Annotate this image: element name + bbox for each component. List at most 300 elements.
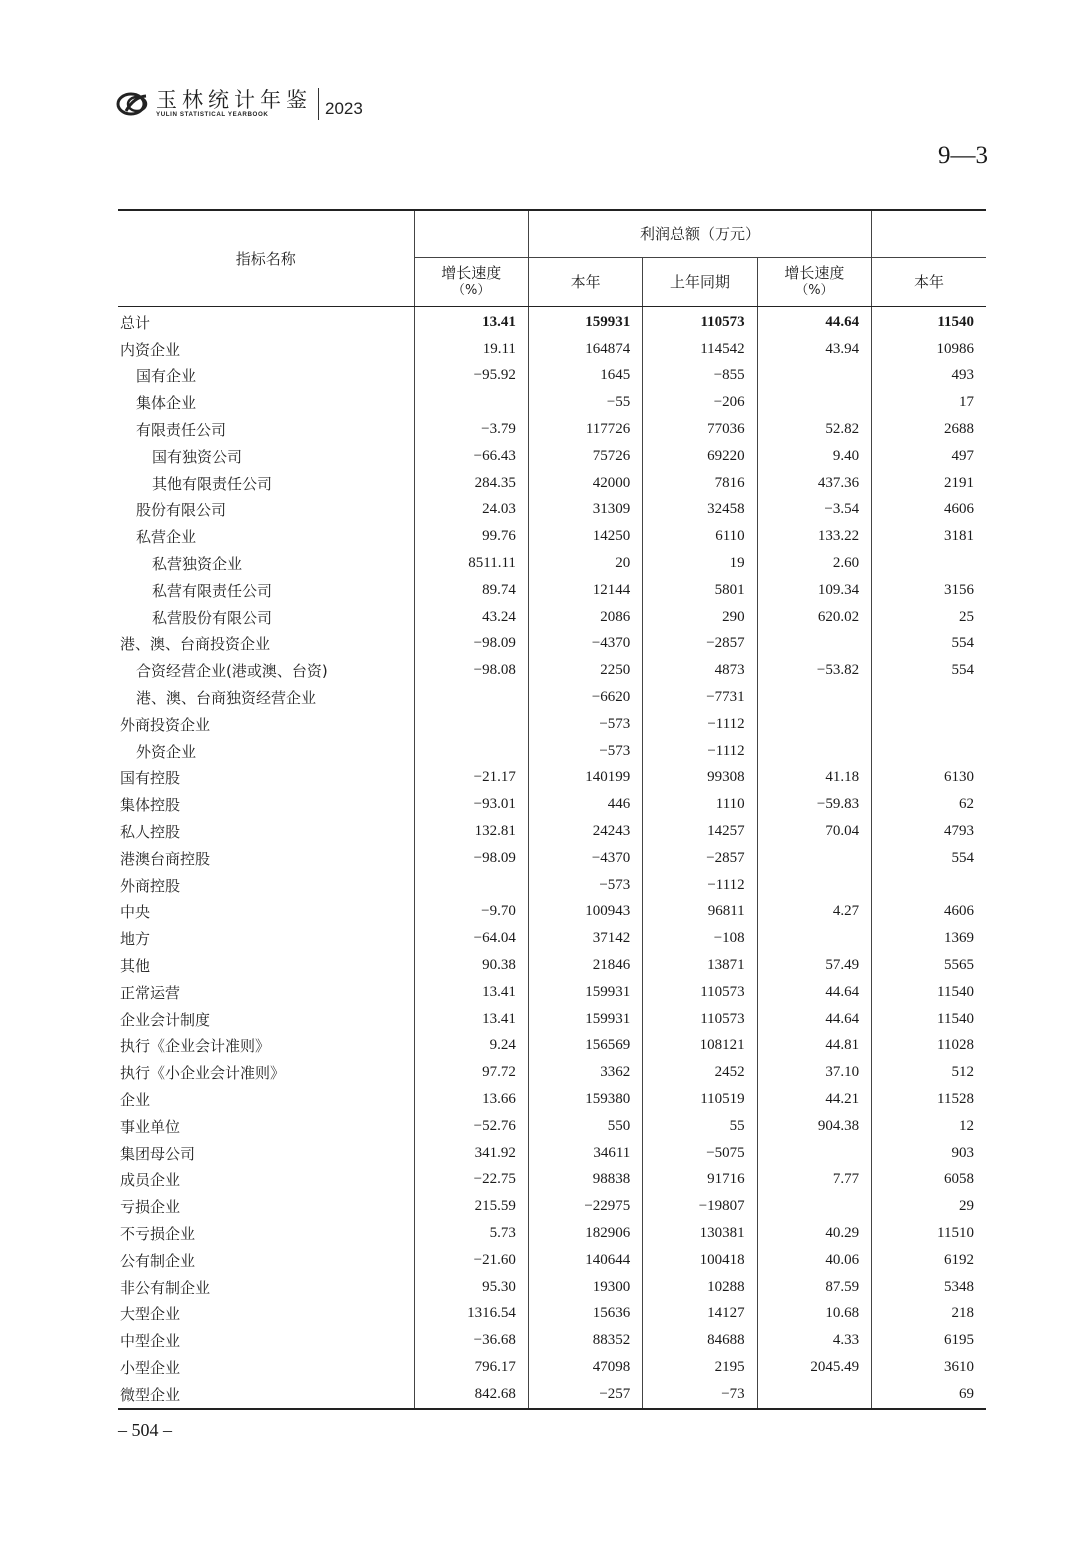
table-cell <box>757 925 871 952</box>
table-cell: 43.94 <box>757 336 871 363</box>
profit-table <box>118 209 986 1410</box>
table-cell: −2857 <box>643 631 757 658</box>
table-cell: −19807 <box>643 1193 757 1220</box>
row-label: 集体企业 <box>136 394 197 413</box>
table-cell: 2452 <box>643 1059 757 1086</box>
table-cell <box>872 711 986 738</box>
table-row <box>118 925 986 952</box>
table-row <box>118 1006 986 1033</box>
table-cell: −3.54 <box>757 497 871 524</box>
table-cell: 620.02 <box>757 604 871 631</box>
table-cell: −21.60 <box>414 1247 528 1274</box>
table-row <box>118 307 986 336</box>
table-cell <box>757 363 871 390</box>
table-cell: 100418 <box>643 1247 757 1274</box>
table-cell: 1316.54 <box>414 1300 528 1327</box>
table-cell: −55 <box>528 389 642 416</box>
table-cell: −1112 <box>643 872 757 899</box>
table-cell: 133.22 <box>757 523 871 550</box>
column-header <box>643 258 757 307</box>
table-cell: 341.92 <box>414 1140 528 1167</box>
table-cell: −1112 <box>643 738 757 765</box>
table-cell: 4606 <box>872 497 986 524</box>
table-cell: −22.75 <box>414 1167 528 1194</box>
table-cell: 110573 <box>643 979 757 1006</box>
table-cell: 6110 <box>643 523 757 550</box>
table-cell: 164874 <box>528 336 642 363</box>
table-row <box>118 631 986 658</box>
row-label: 不亏损企业 <box>120 1224 196 1243</box>
table-cell: 4873 <box>643 657 757 684</box>
yearbook-title-en: YULIN STATISTICAL YEARBOOK <box>156 111 269 118</box>
table-cell <box>757 1140 871 1167</box>
column-header-label: 增长速度 <box>441 264 502 282</box>
row-label: 合资经营企业(港或澳、台资) <box>136 662 328 681</box>
table-cell: 2045.49 <box>757 1354 871 1381</box>
table-cell: 2250 <box>528 657 642 684</box>
table-cell: 91716 <box>643 1167 757 1194</box>
table-cell: 20 <box>528 550 642 577</box>
row-label: 企业 <box>120 1091 151 1109</box>
table-cell: 14250 <box>528 523 642 550</box>
table-cell: 4606 <box>872 899 986 926</box>
table-cell: 2191 <box>872 470 986 497</box>
row-label: 其他有限责任公司 <box>152 474 273 493</box>
table-cell: 284.35 <box>414 470 528 497</box>
table-cell: 182906 <box>528 1220 642 1247</box>
table-cell: 13871 <box>643 952 757 979</box>
table-cell: −573 <box>528 872 642 899</box>
table-cell: 13.41 <box>414 979 528 1006</box>
table-cell: 13.41 <box>414 1006 528 1033</box>
table-cell: 14257 <box>643 818 757 845</box>
table-cell: 24243 <box>528 818 642 845</box>
table-cell: 2195 <box>643 1354 757 1381</box>
table-cell: 842.68 <box>414 1381 528 1409</box>
table-cell: 17 <box>872 389 986 416</box>
row-label: 国有企业 <box>136 367 197 386</box>
table-cell: 6058 <box>872 1167 986 1194</box>
group-header-profit: 利润总额（万元） <box>528 210 871 258</box>
table-cell: 70.04 <box>757 818 871 845</box>
table-cell: −98.09 <box>414 631 528 658</box>
table-cell: 437.36 <box>757 470 871 497</box>
row-label: 非公有制企业 <box>120 1278 211 1297</box>
table-cell: 34611 <box>528 1140 642 1167</box>
table-cell: 24.03 <box>414 497 528 524</box>
table-cell: 47098 <box>528 1354 642 1381</box>
row-label: 其他 <box>120 957 151 976</box>
table-row <box>118 604 986 631</box>
table-row <box>118 711 986 738</box>
table-cell: 100943 <box>528 899 642 926</box>
table-cell: 13.41 <box>414 307 528 336</box>
table-cell: −59.83 <box>757 791 871 818</box>
table-cell <box>414 738 528 765</box>
yearbook-logo-icon <box>116 91 152 117</box>
yearbook-title-cn: 玉林统计年鉴 <box>156 88 312 112</box>
table-cell: 52.82 <box>757 416 871 443</box>
table-cell: 99.76 <box>414 523 528 550</box>
table-cell: 88352 <box>528 1327 642 1354</box>
table-cell: 11528 <box>872 1086 986 1113</box>
table-cell: 4.27 <box>757 899 871 926</box>
row-label: 股份有限公司 <box>136 501 227 520</box>
row-label: 港、澳、台商投资企业 <box>120 635 271 654</box>
table-row <box>118 979 986 1006</box>
table-cell: 98838 <box>528 1167 642 1194</box>
table-row <box>118 1193 986 1220</box>
table-cell: 11540 <box>872 1006 986 1033</box>
table-cell: 2.60 <box>757 550 871 577</box>
table-cell: 446 <box>528 791 642 818</box>
table-cell: 903 <box>872 1140 986 1167</box>
table-cell: 554 <box>872 657 986 684</box>
table-cell: 96811 <box>643 899 757 926</box>
row-label: 事业单位 <box>120 1117 181 1136</box>
row-label: 外商控股 <box>120 876 181 895</box>
table-cell: −573 <box>528 711 642 738</box>
table-cell: −855 <box>643 363 757 390</box>
row-label: 执行《小企业会计准则》 <box>120 1064 286 1083</box>
row-label: 地方 <box>120 930 151 949</box>
table-row <box>118 497 986 524</box>
table-cell: 55 <box>643 1113 757 1140</box>
table-cell <box>872 550 986 577</box>
table-cell: −7731 <box>643 684 757 711</box>
table-cell: 159931 <box>528 307 642 336</box>
table-cell: 554 <box>872 845 986 872</box>
table-cell: 12144 <box>528 577 642 604</box>
table-cell: −52.76 <box>414 1113 528 1140</box>
table-cell: 19 <box>643 550 757 577</box>
table-row <box>118 416 986 443</box>
table-cell: 37142 <box>528 925 642 952</box>
table-cell: 6195 <box>872 1327 986 1354</box>
table-cell <box>757 389 871 416</box>
row-label: 总计 <box>120 313 151 332</box>
table-cell: −108 <box>643 925 757 952</box>
table-cell: 77036 <box>643 416 757 443</box>
row-label: 外商投资企业 <box>120 715 211 734</box>
column-header-label: 本年 <box>570 273 601 291</box>
table-cell: 37.10 <box>757 1059 871 1086</box>
table-cell <box>872 872 986 899</box>
table-cell: −66.43 <box>414 443 528 470</box>
row-label: 中央 <box>120 903 151 922</box>
table-cell: 3362 <box>528 1059 642 1086</box>
table-cell: −573 <box>528 738 642 765</box>
table-cell: 1110 <box>643 791 757 818</box>
table-cell: 215.59 <box>414 1193 528 1220</box>
yearbook-year: 2023 <box>325 99 363 118</box>
table-cell: 290 <box>643 604 757 631</box>
table-cell: 159931 <box>528 1006 642 1033</box>
table-row <box>118 818 986 845</box>
table-cell: 1369 <box>872 925 986 952</box>
table-cell: 114542 <box>643 336 757 363</box>
table-cell: 6130 <box>872 765 986 792</box>
table-cell: −6620 <box>528 684 642 711</box>
table-row <box>118 1220 986 1247</box>
row-label: 港澳台商控股 <box>120 849 211 868</box>
table-row <box>118 389 986 416</box>
table-cell: 5348 <box>872 1274 986 1301</box>
table-cell: 29 <box>872 1193 986 1220</box>
table-cell: −257 <box>528 1381 642 1409</box>
table-cell: 5801 <box>643 577 757 604</box>
table-row <box>118 952 986 979</box>
table-row <box>118 1086 986 1113</box>
table-cell: 25 <box>872 604 986 631</box>
table-cell: 140644 <box>528 1247 642 1274</box>
column-header <box>528 258 642 307</box>
table-row <box>118 363 986 390</box>
table-cell: 90.38 <box>414 952 528 979</box>
table-cell: 42000 <box>528 470 642 497</box>
table-cell: 89.74 <box>414 577 528 604</box>
row-label: 中型企业 <box>120 1332 181 1351</box>
table-cell: −206 <box>643 389 757 416</box>
table-cell: 512 <box>872 1059 986 1086</box>
table-cell: 7816 <box>643 470 757 497</box>
table-cell: 2688 <box>872 416 986 443</box>
table-cell: 8511.11 <box>414 550 528 577</box>
table-cell <box>414 684 528 711</box>
table-cell: 159931 <box>528 979 642 1006</box>
table-cell: 15636 <box>528 1300 642 1327</box>
table-cell: 57.49 <box>757 952 871 979</box>
table-cell: 13.66 <box>414 1086 528 1113</box>
yearbook-header <box>116 86 363 122</box>
table-number: 9—3 <box>938 142 988 169</box>
row-label: 成员企业 <box>120 1171 181 1190</box>
table-row <box>118 523 986 550</box>
table-cell <box>757 1193 871 1220</box>
table-cell: 554 <box>872 631 986 658</box>
table-cell <box>757 711 871 738</box>
table-cell <box>872 738 986 765</box>
table-cell: 14127 <box>643 1300 757 1327</box>
row-label: 执行《企业会计准则》 <box>120 1037 271 1056</box>
table-cell: 43.24 <box>414 604 528 631</box>
table-cell: 3181 <box>872 523 986 550</box>
table-cell: 87.59 <box>757 1274 871 1301</box>
column-header-label: 本年 <box>914 273 945 291</box>
table-cell <box>757 738 871 765</box>
table-cell: 10986 <box>872 336 986 363</box>
table-cell: 9.40 <box>757 443 871 470</box>
table-cell: 21846 <box>528 952 642 979</box>
table-cell: 97.72 <box>414 1059 528 1086</box>
table-cell: −22975 <box>528 1193 642 1220</box>
table-row <box>118 845 986 872</box>
row-label: 微型企业 <box>118 1381 414 1409</box>
table-cell: −9.70 <box>414 899 528 926</box>
table-cell: −36.68 <box>414 1327 528 1354</box>
table-cell: 159380 <box>528 1086 642 1113</box>
table-cell <box>414 872 528 899</box>
table-cell: 10288 <box>643 1274 757 1301</box>
table-cell: 132.81 <box>414 818 528 845</box>
table-cell: −3.79 <box>414 416 528 443</box>
table-cell: 117726 <box>528 416 642 443</box>
table-cell: 99308 <box>643 765 757 792</box>
table-row <box>118 872 986 899</box>
table-cell <box>757 1381 871 1409</box>
table-cell: 497 <box>872 443 986 470</box>
table-cell: −98.09 <box>414 845 528 872</box>
table-cell: 7.77 <box>757 1167 871 1194</box>
table-cell: 44.81 <box>757 1033 871 1060</box>
row-label: 内资企业 <box>120 340 181 359</box>
row-label: 集团母公司 <box>120 1144 196 1163</box>
table-cell: 75726 <box>528 443 642 470</box>
table-row <box>118 684 986 711</box>
table-cell <box>872 684 986 711</box>
table-row <box>118 1033 986 1060</box>
column-header <box>757 258 871 307</box>
table-cell: 40.06 <box>757 1247 871 1274</box>
row-label: 亏损企业 <box>120 1198 181 1217</box>
table-row <box>118 1059 986 1086</box>
page-number: – 504 – <box>118 1420 172 1440</box>
table-cell: 904.38 <box>757 1113 871 1140</box>
table-cell: 44.21 <box>757 1086 871 1113</box>
table-cell: 11540 <box>872 979 986 1006</box>
table-cell: −2857 <box>643 845 757 872</box>
table-cell: 40.29 <box>757 1220 871 1247</box>
table-row <box>118 1247 986 1274</box>
table-cell: 1645 <box>528 363 642 390</box>
table-cell: −73 <box>643 1381 757 1409</box>
table-row <box>118 1300 986 1327</box>
table-cell: 2086 <box>528 604 642 631</box>
table-cell: 41.18 <box>757 765 871 792</box>
table-cell: −98.08 <box>414 657 528 684</box>
table-cell <box>757 845 871 872</box>
table-cell <box>414 389 528 416</box>
row-label: 有限责任公司 <box>136 421 227 440</box>
table-cell: 4793 <box>872 818 986 845</box>
stub-header: 指标名称 <box>118 210 414 307</box>
table-cell <box>757 872 871 899</box>
row-label: 私营企业 <box>136 528 197 547</box>
table-cell: 108121 <box>643 1033 757 1060</box>
table-row <box>118 336 986 363</box>
row-label: 企业会计制度 <box>120 1010 211 1029</box>
table-cell: 156569 <box>528 1033 642 1060</box>
table-cell: −64.04 <box>414 925 528 952</box>
yearbook-title <box>156 88 319 120</box>
table-cell: 110519 <box>643 1086 757 1113</box>
table-cell: 32458 <box>643 497 757 524</box>
table-cell: −4370 <box>528 845 642 872</box>
table-cell: 9.24 <box>414 1033 528 1060</box>
row-label: 公有制企业 <box>120 1251 196 1270</box>
table-row <box>118 1274 986 1301</box>
table-row <box>118 899 986 926</box>
table-cell: 3156 <box>872 577 986 604</box>
row-label: 大型企业 <box>120 1305 181 1324</box>
table-row <box>118 443 986 470</box>
column-header <box>872 258 986 307</box>
row-label: 集体控股 <box>120 796 181 815</box>
row-label: 小型企业 <box>120 1358 181 1377</box>
table-cell: 44.64 <box>757 979 871 1006</box>
row-label: 国有控股 <box>120 769 181 788</box>
table-row <box>118 470 986 497</box>
table-cell: 550 <box>528 1113 642 1140</box>
table-cell <box>757 684 871 711</box>
table-row <box>118 550 986 577</box>
row-label: 外资企业 <box>136 742 197 761</box>
table-cell: 5565 <box>872 952 986 979</box>
table-cell: 109.34 <box>757 577 871 604</box>
table-cell <box>414 711 528 738</box>
table-cell: 796.17 <box>414 1354 528 1381</box>
table-cell <box>757 631 871 658</box>
table-cell: 19300 <box>528 1274 642 1301</box>
table-cell: 19.11 <box>414 336 528 363</box>
table-body <box>118 307 986 1409</box>
table-cell: 493 <box>872 363 986 390</box>
table-cell: −1112 <box>643 711 757 738</box>
table-cell: 11510 <box>872 1220 986 1247</box>
table-cell: −95.92 <box>414 363 528 390</box>
table-row <box>118 738 986 765</box>
table-row <box>118 1381 986 1409</box>
table-cell: 110573 <box>643 1006 757 1033</box>
table-cell: 4.33 <box>757 1327 871 1354</box>
table-cell: 110573 <box>643 307 757 336</box>
table-cell: 62 <box>872 791 986 818</box>
row-label: 私营独资企业 <box>152 555 243 574</box>
table-cell: −21.17 <box>414 765 528 792</box>
table-cell: −5075 <box>643 1140 757 1167</box>
table-row <box>118 791 986 818</box>
table-cell: −93.01 <box>414 791 528 818</box>
column-header-unit: （%） <box>795 283 834 298</box>
table-cell: 69220 <box>643 443 757 470</box>
table-cell: 11540 <box>872 307 986 336</box>
table-cell: 69 <box>872 1381 986 1409</box>
table-row <box>118 1167 986 1194</box>
row-label: 国有独资公司 <box>152 447 243 466</box>
column-header <box>414 258 528 307</box>
table-cell: 31309 <box>528 497 642 524</box>
group-header-blank-right <box>872 210 986 258</box>
table-row <box>118 1113 986 1140</box>
table-cell: 140199 <box>528 765 642 792</box>
table-cell: 6192 <box>872 1247 986 1274</box>
table-row <box>118 1354 986 1381</box>
table-cell: −4370 <box>528 631 642 658</box>
row-label: 私营有限责任公司 <box>152 581 273 600</box>
column-header-label: 增长速度 <box>784 264 845 282</box>
table-cell: 5.73 <box>414 1220 528 1247</box>
table-cell: 130381 <box>643 1220 757 1247</box>
table-cell: 84688 <box>643 1327 757 1354</box>
table-row <box>118 765 986 792</box>
column-header-unit: （%） <box>452 283 491 298</box>
group-header-blank-left <box>414 210 528 258</box>
row-label: 正常运营 <box>120 983 181 1002</box>
table-cell: 44.64 <box>757 1006 871 1033</box>
row-label: 私人控股 <box>120 823 181 842</box>
table-row <box>118 1327 986 1354</box>
table-cell: 12 <box>872 1113 986 1140</box>
